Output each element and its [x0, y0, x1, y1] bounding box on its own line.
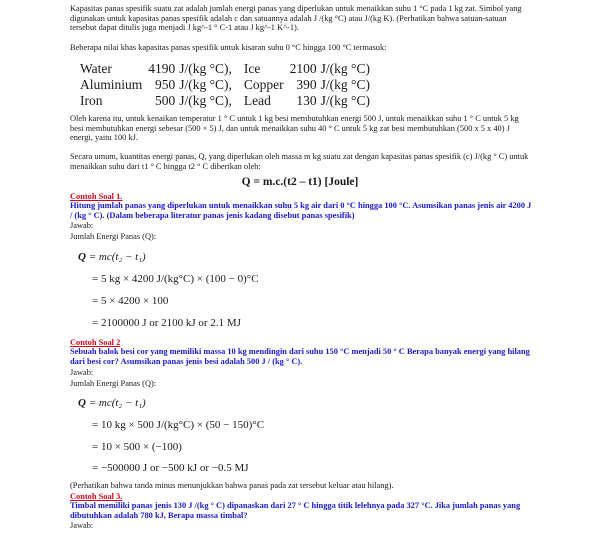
explanation-paragraph-2: Secara umum, kuantitas energi panas, Q, yang diperlukan oleh massa m kg suatu zat dengan kapasitas panas spesifik (c) J/(kg ° C) untuk menaikkan suhu dari t1 ° C hingga t2 ° C diberikan oleh:	[70, 152, 529, 171]
example-1-title: Contoh Soal 1.	[70, 192, 123, 201]
table-row	[80, 77, 376, 93]
answer-label: Jawab:	[70, 521, 94, 530]
material-value: 390	[296, 77, 317, 92]
equation-line: = 10 × 500 × (−100)	[92, 441, 182, 453]
material-name: Iron	[80, 93, 103, 108]
material-name: Ice	[243, 61, 261, 76]
material-unit: J/(kg °C),	[179, 61, 232, 76]
equation-line: = 5 × 4200 × 100	[92, 295, 169, 307]
table-row	[80, 93, 376, 109]
heat-label: Jumlah Energi Panas (Q):	[70, 379, 157, 388]
material-unit: J/(kg °C)	[320, 77, 370, 92]
equation-line	[78, 251, 146, 264]
table-row	[80, 61, 376, 77]
explanation-paragraph: Oleh karena itu, untuk kenaikan temperatur 1 ° C untuk 1 kg besi membutuhkan energi 500 J, untuk menaikkan suhu 1 ° C untuk 5 kg besi membutuhkan energi sebesar (500 × 5) J, dan untuk menaikkan suhu 40 ° C untuk 5 kg zat besi membutuhkan (500 x 5 x 40) J energi, yaitu 100 kJ.	[70, 114, 519, 143]
heat-formula: Q = m.c.(t2 – t1) [Joule]	[241, 176, 359, 188]
equation-line	[78, 397, 146, 410]
material-name: Copper	[243, 77, 284, 92]
material-unit: J/(kg °C)	[320, 93, 370, 108]
material-value: 2100	[289, 61, 317, 76]
material-value: 4190	[148, 61, 176, 76]
equation-result: = −500000 J or −500 kJ or −0.5 MJ	[92, 462, 249, 474]
material-name: Lead	[243, 93, 271, 108]
note-text: (Perhatikan bahwa tanda minus menunjukkan bahwa panas pada zat tersebut keluar atau hilang).	[70, 481, 394, 490]
intro-paragraph-2: Beberapa nilai khas kapasitas panas spesifik untuk kisaran suhu 0 °C hingga 100 °C termasuk:	[70, 43, 387, 52]
answer-label: Jawab:	[70, 368, 94, 377]
material-value: 500	[155, 93, 176, 108]
equation-line: = 10 kg × 500 J/(kg°C) × (50 − 150)°C	[92, 419, 265, 431]
symbol-q: Q	[78, 397, 86, 409]
material-name: Water	[80, 61, 112, 76]
example-2-question: Sebuah balok besi cor yang memiliki massa 10 kg mendingin dari suhu 150 °C menjadi 50 ° C Berapa banyak energi yang hilang dari besi cor? Asumsikan panas jenis besi adalah 500 J / (kg ° C).	[70, 347, 530, 366]
material-name: Aluminium	[80, 77, 143, 92]
symbol-q: Q	[78, 251, 86, 263]
equation-text: = mc(t₂ − t₁)	[88, 397, 146, 409]
intro-paragraph: Kapasitas panas spesifik suatu zat adalah jumlah energi panas yang diperlukan untuk menaikkan suhu 1 °C pada 1 kg zat. Simbol yang digunakan untuk kapasitas panas spesifik adalah c dan satuannya adalah J /(kg °C) atau J/(kg K). (Perhatikan bahwa satuan-satuan tersebut dapat ditulis juga menjadi J kg^-1 ° C-1 atau J kg^-1 K^-1).	[70, 4, 522, 33]
material-unit: J/(kg °C)	[320, 61, 370, 76]
material-unit: J/(kg °C),	[179, 77, 232, 92]
equation-result: = 2100000 J or 2100 kJ or 2.1 MJ	[92, 317, 241, 329]
example-1-question: Hitung jumlah panas yang diperlukan untuk menaikkan suhu 5 kg air dari 0 °C hingga 100 °C. Asumsikan panas jenis air 4200 J / (kg ° C). (Dalam beberapa literatur panas jenis kadang disebut panas spesifik)	[70, 201, 532, 220]
material-unit: J/(kg °C),	[179, 93, 232, 108]
material-value: 950	[155, 77, 176, 92]
equation-line: = 5 kg × 4200 J/(kg°C) × (100 − 0)°C	[92, 273, 259, 285]
equation-text: = mc(t₂ − t₁)	[88, 251, 146, 263]
answer-label: Jawab:	[70, 221, 94, 230]
specific-heat-table	[80, 61, 376, 109]
heat-label: Jumlah Energi Panas (Q):	[70, 232, 157, 241]
example-3-question: Timbal memiliki panas jenis 130 J /(kg ° C) dipanaskan dari 27 ° C hingga titik lelehnya pada 327 °C. Jika jumlah panas yang dibutuhkan adalah 780 kJ, Berapa massa timbal?	[70, 501, 521, 520]
material-value: 130	[296, 93, 317, 108]
example-2-title: Contoh Soal 2	[70, 338, 121, 347]
example-3-title: Contoh Soal 3.	[70, 492, 123, 501]
